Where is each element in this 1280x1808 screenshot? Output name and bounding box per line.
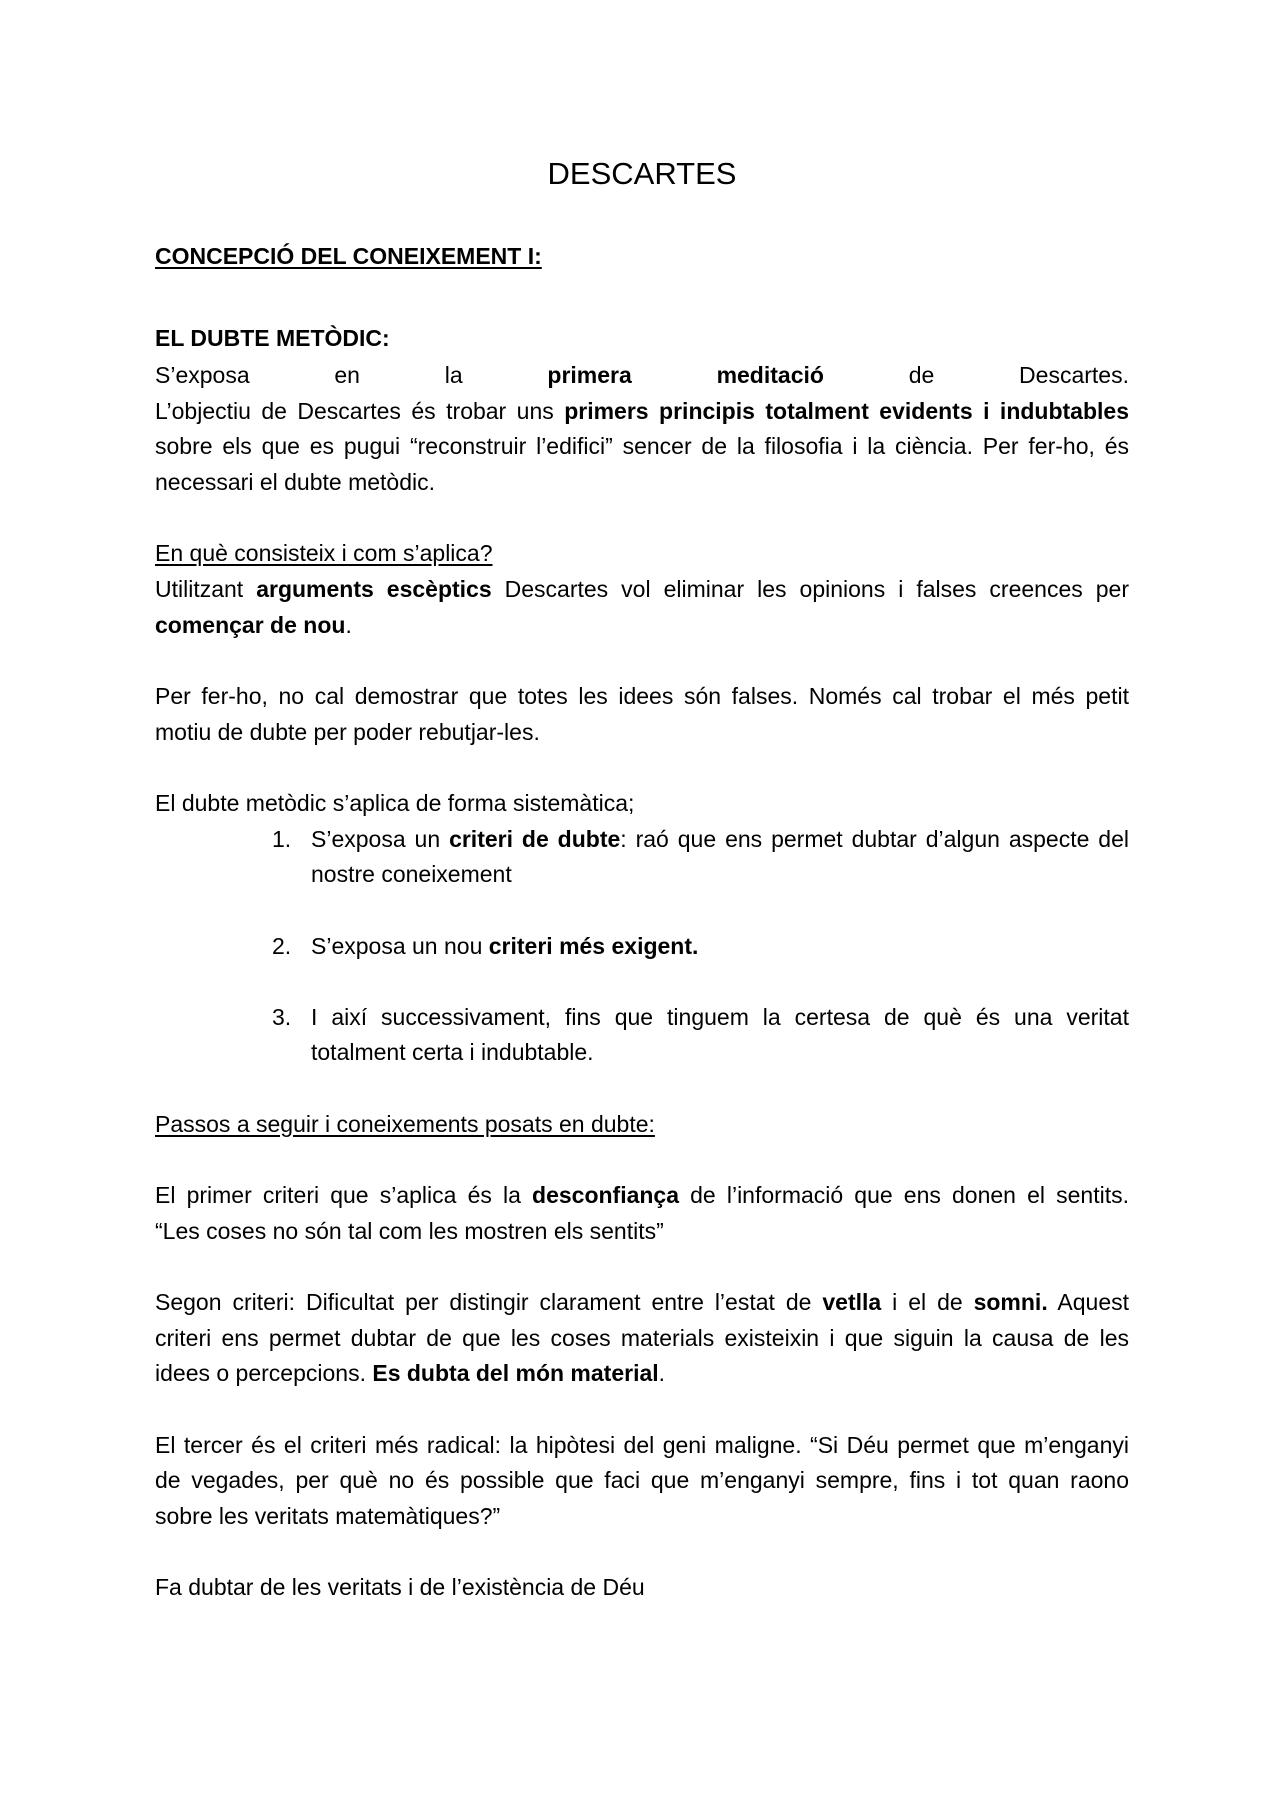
text-line — [155, 679, 1129, 715]
list-item-text — [311, 822, 1129, 893]
text-line — [311, 857, 1129, 893]
text-run: de l’informació que ens donen el sentits. — [679, 1182, 1129, 1209]
list-number: 3. — [272, 1003, 292, 1030]
emphasized-text: criteri de dubte — [449, 825, 621, 852]
text-run: nostre coneixement — [311, 861, 512, 888]
paragraph-conclusion — [155, 1570, 1129, 1606]
text-run: sobre els que es pugui “reconstruir l’edifici” sencer de la filosofia i la ciència. Per fer-ho, és — [155, 433, 1129, 460]
emphasized-text: primers principis totalment evidents i indubtables — [564, 397, 1129, 424]
text-line — [155, 715, 1129, 751]
text-line — [155, 1285, 1129, 1321]
emphasized-text: desconfiança — [532, 1182, 680, 1209]
paragraph-second-criterion — [155, 1285, 1129, 1392]
text-run: Fa dubtar de les veritats i de l’existència de Déu — [155, 1574, 645, 1601]
paragraph-sceptic-arguments — [155, 572, 1129, 643]
list-item-text — [311, 929, 1129, 965]
text-line — [311, 1035, 1129, 1071]
emphasized-text: Es dubta del món material — [372, 1360, 659, 1387]
text-run: S’exposa un — [311, 825, 450, 852]
method-steps-list — [155, 822, 1129, 1072]
text-run: idees o percepcions. — [155, 1360, 373, 1387]
text-run: I així successivament, fins que tinguem la certesa de què és una veritat — [311, 1003, 1129, 1030]
text-run: S’exposa un nou — [311, 932, 489, 959]
text-line — [155, 608, 1129, 644]
list-item-text — [311, 1000, 1129, 1071]
emphasized-text: somni. — [973, 1289, 1048, 1316]
text-line — [155, 1214, 1129, 1250]
text-line — [155, 394, 1129, 430]
emphasized-text: començar de nou — [155, 611, 346, 638]
text-line — [155, 465, 1129, 501]
document-title: DESCARTES — [547, 156, 737, 191]
text-run: El tercer és el criteri més radical: la hipòtesi del geni maligne. “Si Déu permet que m’enganyi — [155, 1431, 1129, 1458]
text-line — [155, 1178, 1129, 1214]
text-line — [155, 786, 1129, 822]
list-number: 2. — [272, 932, 292, 959]
emphasized-text: arguments escèptics — [256, 575, 492, 602]
steps-heading — [155, 1107, 1129, 1143]
text-run: Segon criteri: Dificultat per distingir clarament entre l’estat de — [155, 1289, 823, 1316]
text-run: L’objectiu de Descartes és trobar uns — [155, 397, 565, 424]
text-run: El primer criteri que s’aplica és la — [155, 1182, 533, 1209]
text-line — [311, 822, 1129, 858]
text-line — [155, 572, 1129, 608]
text-run: Utilitzant — [155, 575, 257, 602]
paragraph-intro — [155, 358, 1129, 501]
text-run: Per fer-ho, no cal demostrar que totes les idees són falses. Només cal trobar el més petit — [155, 682, 1129, 709]
text-line — [311, 929, 1129, 965]
text-run: : raó que ens permet dubtar d’algun aspecte del — [620, 825, 1129, 852]
text-line — [155, 1321, 1129, 1357]
emphasized-text: vetlla — [822, 1289, 882, 1316]
text-line — [155, 358, 1129, 394]
list-item-2 — [155, 929, 1129, 965]
text-run: necessari el dubte metòdic. — [155, 468, 435, 495]
section-heading: CONCEPCIÓ DEL CONEIXEMENT I: — [155, 243, 542, 269]
emphasized-text: criteri més exigent. — [488, 932, 699, 959]
text-run: Descartes vol eliminar les opinions i falses creences per — [491, 575, 1129, 602]
paragraph-first-criterion — [155, 1178, 1129, 1249]
text-run: sobre les veritats matemàtiques?” — [155, 1503, 501, 1529]
text-line — [155, 1570, 1129, 1606]
question-heading-text: En què consisteix i com s’aplica? — [155, 540, 493, 567]
paragraph-third-criterion — [155, 1428, 1129, 1535]
text-run: motiu de dubte per poder rebutjar-les. — [155, 718, 540, 745]
paragraph-minimal-doubt — [155, 679, 1129, 750]
text-run: “Les coses no són tal com les mostren els sentits” — [155, 1217, 664, 1244]
list-item-1 — [155, 822, 1129, 893]
steps-heading-text: Passos a seguir i coneixements posats en dubte: — [155, 1110, 655, 1137]
document-body — [155, 358, 1129, 1606]
text-line — [311, 1000, 1129, 1036]
list-number: 1. — [272, 825, 292, 852]
text-run: . — [658, 1360, 666, 1387]
text-line — [155, 1463, 1129, 1499]
text-run: de Descartes. — [823, 362, 1129, 388]
list-item-3 — [155, 1000, 1129, 1071]
text-run: criteri ens permet dubtar de que les coses materials existeixin i que siguin la causa de les — [155, 1324, 1129, 1351]
text-run: totalment certa i indubtable. — [311, 1039, 594, 1066]
text-line — [155, 1499, 1129, 1535]
text-run: i el de — [881, 1289, 974, 1316]
subheading-methodic-doubt: EL DUBTE METÒDIC: — [155, 325, 390, 351]
text-run: Aquest — [1047, 1289, 1129, 1316]
text-line — [155, 1356, 1129, 1392]
text-line — [155, 1428, 1129, 1464]
text-run: El dubte metòdic s’aplica de forma sistemàtica; — [155, 789, 635, 816]
paragraph-systematic-intro — [155, 786, 1129, 822]
text-run: S’exposa en la — [155, 362, 548, 388]
text-run: de vegades, per què no és possible que faci que m’enganyi sempre, fins i tot quan raono — [155, 1467, 1129, 1494]
emphasized-text: primera meditació — [547, 362, 824, 388]
text-run: . — [345, 611, 352, 638]
question-heading — [155, 536, 1129, 572]
text-line — [155, 429, 1129, 465]
